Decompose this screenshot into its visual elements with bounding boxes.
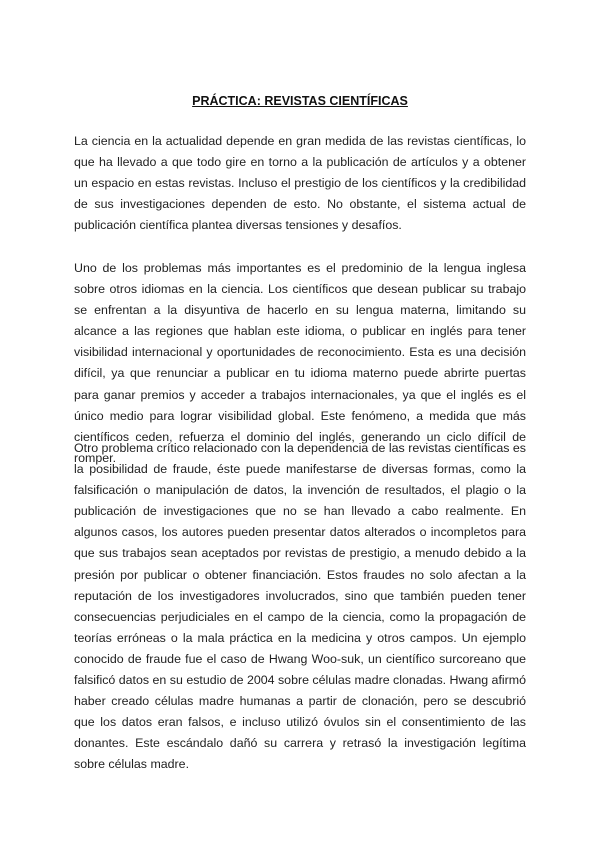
paragraph-intro: La ciencia en la actualidad depende en gran medida de las revistas científicas, lo que ha llevado a que todo gire en torno a la publicación de artículos y a obtener un espacio en estas revistas. Incluso el prestigio de los científicos y la credibilidad de sus investigaciones dependen de esto. No obstante, el sistema actual de publicación científica plantea diversas tensiones y desafíos.	[74, 134, 526, 233]
page-title: PRÁCTICA: REVISTAS CIENTÍFICAS	[192, 94, 408, 108]
paragraph-language: Uno de los problemas más importantes es el predominio de la lengua inglesa sobre otros idiomas en la ciencia. Los científicos que desean publicar su trabajo se enfrentan a la disyuntiva de hacerlo en su lengua materna, limitando su alcance a las regiones que hablan este idioma, o publicar en inglés para tener visibilidad internacional y oportunidades de reconocimiento. Esta es una decisión difícil, ya que renunciar a publicar en tu idioma materno puede abrirte puertas para ganar premios y acceder a trabajos internacionales, ya que el inglés es el único medio para lograr visibilidad global. Este fenómeno, a medida que más científicos ceden, refuerza el dominio del inglés, generando un ciclo difícil de romper.	[74, 261, 526, 465]
paragraph-fraud: Otro problema crítico relacionado con la dependencia de las revistas científicas es la posibilidad de fraude, éste puede manifestarse de diversas formas, como la falsificación o manipulación de datos, la invención de resultados, el plagio o la publicación de investigaciones que no se han llevado a cabo realmente. En algunos casos, los autores pueden presentar datos alterados o incompletos para que sus trabajos sean aceptados por revistas de prestigio, a menudo debido a la presión por publicar o obtener financiación. Estos fraudes no solo afectan a la reputación de los investigadores involucrados, sino que también pueden tener consecuencias perjudiciales en el campo de la ciencia, como la propagación de teorías erróneas o la mala práctica en la medicina y otros campos. Un ejemplo conocido de fraude fue el caso de Hwang Woo-suk, un científico surcoreano que falsificó datos en su estudio de 2004 sobre células madre clonadas. Hwang afirmó haber creado células madre humanas a partir de clonación, pero se descubrió que los datos eran falsos, e incluso utilizó óvulos sin el consentimiento de las donantes. Este escándalo dañó su carrera y retrasó la investigación legítima sobre células madre.	[74, 441, 526, 772]
